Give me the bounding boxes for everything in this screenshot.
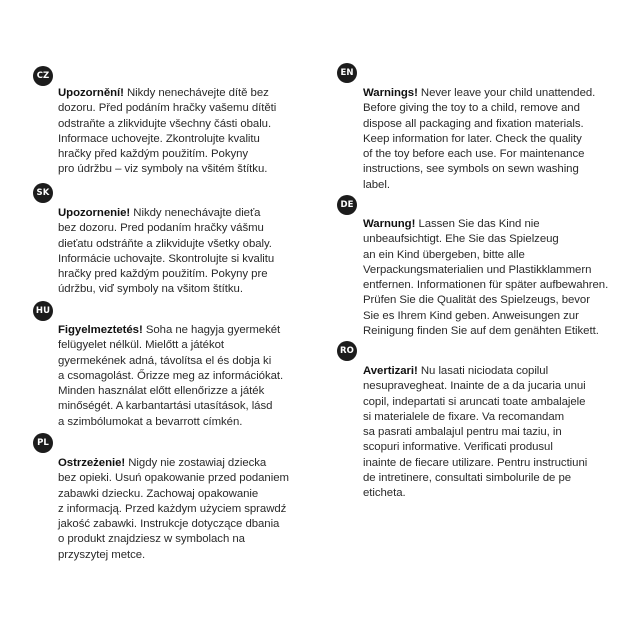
warning-heading-en: Warnings! bbox=[363, 87, 418, 99]
warning-text-sk bbox=[58, 206, 274, 298]
warning-heading-pl: Ostrzeżenie! bbox=[58, 457, 126, 469]
text-line: an ein Kind übergeben, bitte alle bbox=[363, 248, 525, 261]
warning-text-pl bbox=[58, 456, 289, 563]
text-line: scopuri informative. Verificati produsul bbox=[363, 441, 553, 454]
text-line: dozoru. Před podáním hračky vašemu dítěti bbox=[58, 102, 277, 115]
text-line: o produkt znajdziesz w symbolach na bbox=[58, 533, 245, 546]
language-badge-hu: HU bbox=[33, 301, 53, 321]
text-line: Informácie uchovajte. Skontrolujte si kvalitu bbox=[58, 252, 275, 265]
text-line: nesupravegheat. Inainte de a da jucaria unui bbox=[363, 380, 586, 393]
text-line: Sie es Ihrem Kind geben. Anweisungen zur bbox=[363, 309, 579, 322]
text-line: Nikdy nenechávajte dieťa bbox=[130, 207, 261, 219]
warning-text-en bbox=[363, 86, 595, 193]
text-line: Verpackungsmaterialien und Plastikklammern bbox=[363, 263, 592, 276]
language-badge-de: DE bbox=[337, 195, 357, 215]
text-line: Keep information for later. Check the quality bbox=[363, 132, 582, 145]
text-line: Never leave your child unattended. bbox=[417, 87, 596, 99]
text-line: Lassen Sie das Kind nie bbox=[415, 218, 540, 230]
text-line: zabawki dziecku. Zachowaj opakowanie bbox=[58, 487, 259, 500]
text-line: bez opieki. Usuń opakowanie przed podaniem bbox=[58, 472, 289, 485]
text-line: pro údržbu – viz symboly na všitém štítku. bbox=[58, 163, 268, 176]
text-line: minőségét. A karbantartási utasítások, lásd bbox=[58, 400, 273, 413]
warning-heading-hu: Figyelmeztetés! bbox=[58, 324, 143, 336]
text-line: of the toy before each use. For maintenance bbox=[363, 148, 585, 161]
text-line: Nikdy nenechávejte dítě bez bbox=[123, 87, 269, 99]
text-line: gyermekének adná, távolítsa el és dobja ki bbox=[58, 354, 272, 367]
text-line: a csomagolást. Őrizze meg az információkat. bbox=[58, 369, 284, 382]
text-line: dieťatu odstráňte a zlikvidujte všetky obaly. bbox=[58, 237, 272, 250]
warning-text-de bbox=[363, 217, 608, 339]
language-badge-sk: SK bbox=[33, 183, 53, 203]
text-line: felügyelet nélkül. Mielőtt a játékot bbox=[58, 339, 224, 352]
text-line: Minden használat előtt ellenőrizze a játék bbox=[58, 385, 265, 398]
text-line: odstraňte a zlikvidujte všechny části obalu. bbox=[58, 117, 272, 130]
language-badge-en: EN bbox=[337, 63, 357, 83]
language-badge-cz: CZ bbox=[33, 66, 53, 86]
text-line: sa pasrati ambalajul pentru mai taziu, in bbox=[363, 426, 562, 439]
text-line: údržbu, viď symboly na všitom štítku. bbox=[58, 283, 243, 296]
text-line: label. bbox=[363, 178, 390, 191]
text-line: Soha ne hagyja gyermekét bbox=[142, 324, 281, 336]
text-line: entfernen. Informationen für später aufbewahren. bbox=[363, 279, 609, 292]
text-line: Prüfen Sie die Qualität des Spielzeugs, bevor bbox=[363, 294, 590, 307]
text-line: Nigdy nie zostawiaj dziecka bbox=[125, 457, 267, 469]
text-line: hračky pred každým použitím. Pokyny pre bbox=[58, 268, 268, 281]
warning-heading-ro: Avertizari! bbox=[363, 365, 418, 377]
warning-heading-de: Warnung! bbox=[363, 218, 416, 230]
text-line: Nu lasati niciodata copilul bbox=[417, 365, 549, 377]
text-line: eticheta. bbox=[363, 487, 406, 500]
text-line: przyszytej metce. bbox=[58, 548, 146, 561]
text-line: copil, indepartati si aruncati toate ambalajele bbox=[363, 395, 586, 408]
text-line: dispose all packaging and fixation materials. bbox=[363, 117, 584, 130]
text-line: inainte de fiecare utilizare. Pentru instructiuni bbox=[363, 456, 588, 469]
text-line: instructions, see symbols on sewn washing bbox=[363, 163, 579, 176]
text-line: bez dozoru. Pred podaním hračky vášmu bbox=[58, 222, 264, 235]
warning-text-hu bbox=[58, 323, 283, 430]
text-line: jakość zabawki. Instrukcje dotyczące dbania bbox=[58, 518, 280, 531]
warning-text-cz bbox=[58, 86, 276, 178]
text-line: hračky před každým použitím. Pokyny bbox=[58, 148, 249, 161]
warning-heading-sk: Upozornenie! bbox=[58, 207, 131, 219]
text-line: Reinigung finden Sie auf dem genähten Etikett. bbox=[363, 325, 599, 338]
warning-heading-cz: Upozornění! bbox=[58, 87, 124, 99]
language-badge-pl: PL bbox=[33, 433, 53, 453]
text-line: unbeaufsichtigt. Ehe Sie das Spielzeug bbox=[363, 233, 559, 246]
language-badge-ro: RO bbox=[337, 341, 357, 361]
text-line: si materialele de fixare. Va recomandam bbox=[363, 410, 565, 423]
warning-text-ro bbox=[363, 364, 587, 502]
text-line: Informace uchovejte. Zkontrolujte kvalitu bbox=[58, 132, 260, 145]
text-line: z informacją. Przed każdym użyciem sprawdź bbox=[58, 502, 287, 515]
text-line: de intretinere, consultati simbolurile de pe bbox=[363, 472, 572, 485]
text-line: Before giving the toy to a child, remove and bbox=[363, 102, 580, 115]
text-line: a szimbólumokat a bevarrott címkén. bbox=[58, 415, 243, 428]
